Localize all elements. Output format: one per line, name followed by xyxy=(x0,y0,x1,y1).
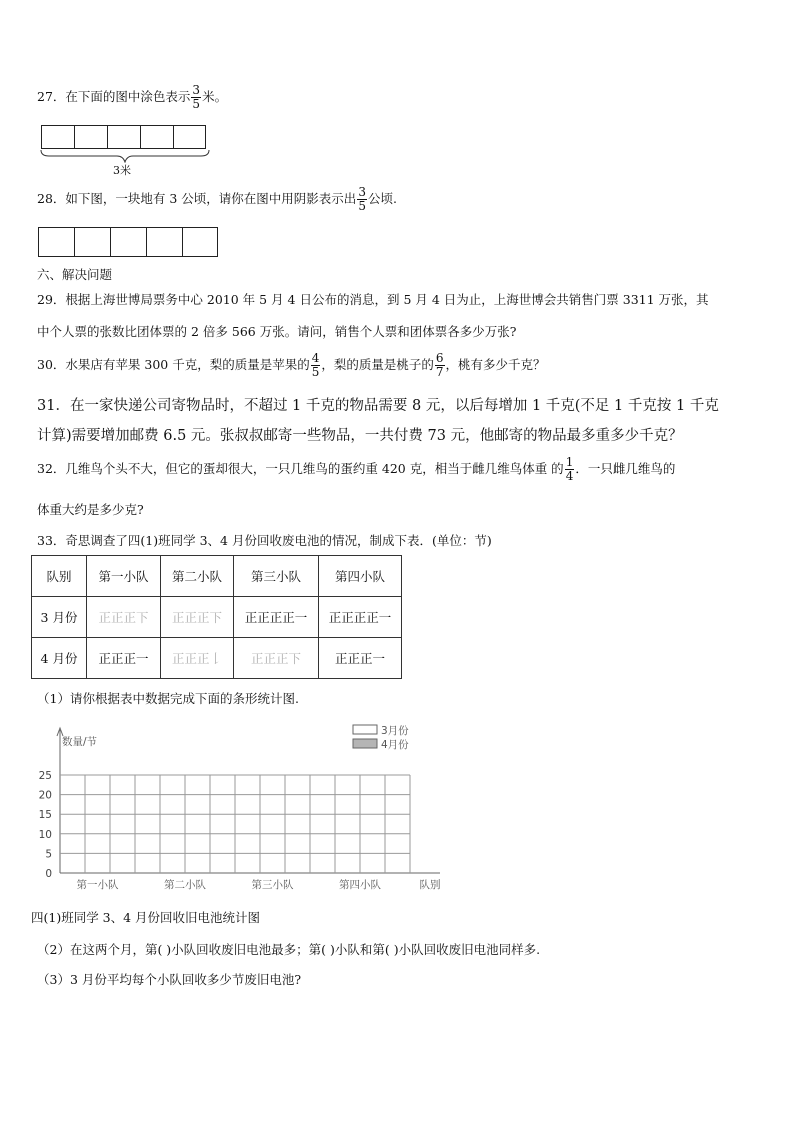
question-text-end: 米。 xyxy=(202,89,228,104)
question-32-line1 xyxy=(37,456,675,483)
table-header: 第一小队 xyxy=(87,556,161,597)
legend-swatch xyxy=(353,725,377,734)
table-header: 第四小队 xyxy=(319,556,402,597)
question-33-sub3: （3）3 月份平均每个小队回收多少节废旧电池? xyxy=(37,972,302,987)
grid-cell[interactable] xyxy=(74,227,110,257)
tally-cell: 正正正下 xyxy=(87,597,161,638)
grid-cell[interactable] xyxy=(140,125,173,149)
tally-cell: 正正正正一 xyxy=(234,597,319,638)
grid-cell[interactable] xyxy=(107,125,140,149)
brace-icon xyxy=(39,149,211,163)
tally-table xyxy=(31,555,402,679)
tally-cell: 正正正一 xyxy=(87,638,161,679)
fraction: $\frac{3}{5}$ xyxy=(192,83,201,111)
row-label: 4 月份 xyxy=(32,638,87,679)
question-number: 27． xyxy=(37,89,66,104)
tally-cell: 正正正下 xyxy=(234,638,319,679)
question-28 xyxy=(37,186,397,213)
tally-cell: 正正正𠄌 xyxy=(161,638,234,679)
question-29-line2: 中个人票的张数比团体票的 2 倍多 566 万张。请问，销售个人票和团体票各多少万张? xyxy=(37,324,517,339)
question-text: ，梨的质量是桃子的 xyxy=(321,357,434,372)
y-tick-label: 15 xyxy=(38,809,52,822)
fraction: $\frac{3}{5}$ xyxy=(358,185,366,213)
legend-swatch xyxy=(353,739,377,748)
grid-cell[interactable] xyxy=(173,125,206,149)
y-tick-label: 25 xyxy=(38,770,52,782)
question-32-line2: 体重大约是多少克? xyxy=(37,502,144,517)
grid-cell[interactable] xyxy=(38,227,74,257)
table-header: 第三小队 xyxy=(234,556,319,597)
fraction: $\frac{1}{4}$ xyxy=(565,455,574,483)
grid-cell[interactable] xyxy=(74,125,107,149)
fraction: $\frac{4}{5}$ xyxy=(311,351,320,379)
legend-label: 3月份 xyxy=(381,725,409,737)
y-tick-label: 5 xyxy=(45,848,52,861)
question-30 xyxy=(37,352,546,379)
x-tick-label: 第一小队 xyxy=(76,879,119,891)
table-header-row xyxy=(32,556,402,597)
question-29-line1: 29．根据上海世博局票务中心 2010 年 5 月 4 日公布的消息，到 5 月 4 日为止，上海世博会共销售门票 3311 万张，其 xyxy=(37,292,709,307)
brace-label: 3米 xyxy=(113,164,131,177)
question-text-end: ，桃有多少千克？ xyxy=(445,357,546,372)
tally-cell: 正正正一 xyxy=(319,638,402,679)
x-axis-label: 队别 xyxy=(419,879,441,891)
bar-chart xyxy=(30,720,460,900)
question-33-sub2: （2）在这两个月，第( )小队回收废旧电池最多；第( )小队和第( )小队回收废旧电池同样多. xyxy=(37,942,541,957)
y-tick-label: 10 xyxy=(38,828,52,841)
legend-label: 4月份 xyxy=(381,739,409,751)
grid-cell[interactable] xyxy=(146,227,182,257)
question-33-intro: 33．奇思调查了四(1)班同学 3、4 月份回收废电池的情况，制成下表．(单位：节) xyxy=(37,533,492,548)
fraction: $\frac{6}{7}$ xyxy=(435,351,444,379)
section-heading: 六、解决问题 xyxy=(37,267,113,282)
q28-grid xyxy=(38,227,218,257)
table-header: 第二小队 xyxy=(161,556,234,597)
x-tick-label: 第四小队 xyxy=(339,879,381,891)
question-number: 28． xyxy=(37,191,66,206)
tally-cell: 正正正正一 xyxy=(319,597,402,638)
table-row xyxy=(32,638,402,679)
row-label: 3 月份 xyxy=(32,597,87,638)
q27-grid xyxy=(41,125,206,149)
question-text: 30．水果店有苹果 300 千克，梨的质量是苹果的 xyxy=(37,357,310,372)
question-text: 如下图，一块地有 3 公顷，请你在图中用阴影表示出 xyxy=(65,191,357,206)
grid-cell[interactable] xyxy=(182,227,218,257)
question-31-line2: 计算)需要增加邮费 6.5 元。张叔叔邮寄一些物品，一共付费 73 元，他邮寄的物品最多重多少千克？ xyxy=(37,428,683,444)
question-text-end: 公顷. xyxy=(367,191,397,206)
tally-cell: 正正正下 xyxy=(161,597,234,638)
x-tick-label: 第二小队 xyxy=(164,879,206,891)
question-text: 在下面的图中涂色表示 xyxy=(65,89,191,104)
table-row xyxy=(32,597,402,638)
question-text-end: ．一只雌几维鸟的 xyxy=(575,461,676,476)
question-27 xyxy=(37,84,227,111)
x-tick-label: 第三小队 xyxy=(251,879,294,891)
chart-caption: 四(1)班同学 3、4 月份回收旧电池统计图 xyxy=(31,910,261,925)
table-header: 队别 xyxy=(32,556,87,597)
grid-cell[interactable] xyxy=(41,125,74,149)
question-31-line1: 31．在一家快递公司寄物品时，不超过 1 千克的物品需要 8 元，以后每增加 1 千克(不足 1 千克按 1 千克 xyxy=(37,398,719,414)
y-tick-label: 0 xyxy=(45,868,52,880)
question-33-sub1: （1）请你根据表中数据完成下面的条形统计图. xyxy=(37,691,299,706)
y-axis-label: 数量/节 xyxy=(62,736,98,748)
question-text: 32．几维鸟个头不大，但它的蛋却很大，一只几维鸟的蛋约重 420 克，相当于雌几维鸟体重 的 xyxy=(37,461,564,476)
y-tick-label: 20 xyxy=(38,789,52,802)
grid-cell[interactable] xyxy=(110,227,146,257)
